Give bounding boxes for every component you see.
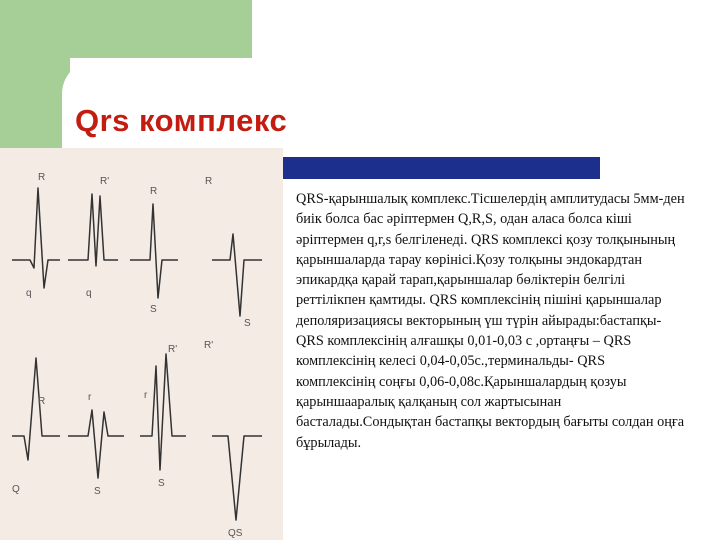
qrs-waveform-rS xyxy=(212,234,262,316)
ecg-label: S xyxy=(158,478,165,489)
ecg-label: S xyxy=(244,318,251,329)
qrs-waveforms-figure xyxy=(0,148,283,540)
qrs-waveform-qRs xyxy=(12,188,60,288)
slide-title: Qrs комплекс xyxy=(75,103,288,138)
decorative-green-strip xyxy=(0,58,70,148)
qrs-waveform-RS xyxy=(130,204,178,298)
ecg-label: R' xyxy=(204,340,214,351)
ecg-label: R xyxy=(150,186,158,197)
ecg-label: R xyxy=(205,176,213,187)
qrs-waveform-QS xyxy=(212,436,262,520)
ecg-label: S xyxy=(94,486,101,497)
qrs-waveform-RSR xyxy=(140,354,186,470)
ecg-label: q xyxy=(86,288,92,299)
ecg-label: R xyxy=(38,396,46,407)
ecg-label: q xyxy=(26,288,32,299)
ecg-label: r xyxy=(88,392,92,403)
qrs-waveforms-drawing xyxy=(0,148,283,540)
decorative-green-block xyxy=(0,0,252,58)
ecg-label: r xyxy=(144,390,148,401)
ecg-label: S xyxy=(150,304,157,315)
ecg-label: QS xyxy=(228,528,243,539)
qrs-waveform-rSR xyxy=(68,194,118,266)
decorative-blue-bar xyxy=(282,157,600,179)
ecg-label: R' xyxy=(168,344,178,355)
qrs-waveform-rSr xyxy=(68,410,124,478)
ecg-label: R' xyxy=(100,176,110,187)
ecg-label: R xyxy=(38,172,46,183)
ecg-label: Q xyxy=(12,484,20,495)
qrs-waveform-QR xyxy=(12,358,60,460)
body-paragraph: QRS-қарыншалық комплекс.Тісшелердің амплитудасы 5мм-ден биік болса бас әріптермен Q,R,S, одан аласа болса кіші әріптермен q,r,s белгіленеді. QRS комплексі қозу толқынының қарыншаларда тарау көрінісі.Қозу толқыны эндокардтан эпикардқа қарай тарап,қарыншалар бөліктерін белгілі реттілікпен қамтиды. QRS комплексінің пішіні қарыншалар деполяризациясы векторының үш түрін айырады:бастапқы- QRS комплексінің алғашқы 0,01-0,03 с ,ортаңғы – QRS комплексінің келесі 0,04-0,05с.,терминальды- QRS комплексінің соңғы 0,06-0,08с.Қарыншалардың қозуы қарыншааралық қалқаның сол жартысынан басталады.Сондықтан бастапқы вектордың бағыты солдан оңға бұрылады. xyxy=(296,191,685,451)
